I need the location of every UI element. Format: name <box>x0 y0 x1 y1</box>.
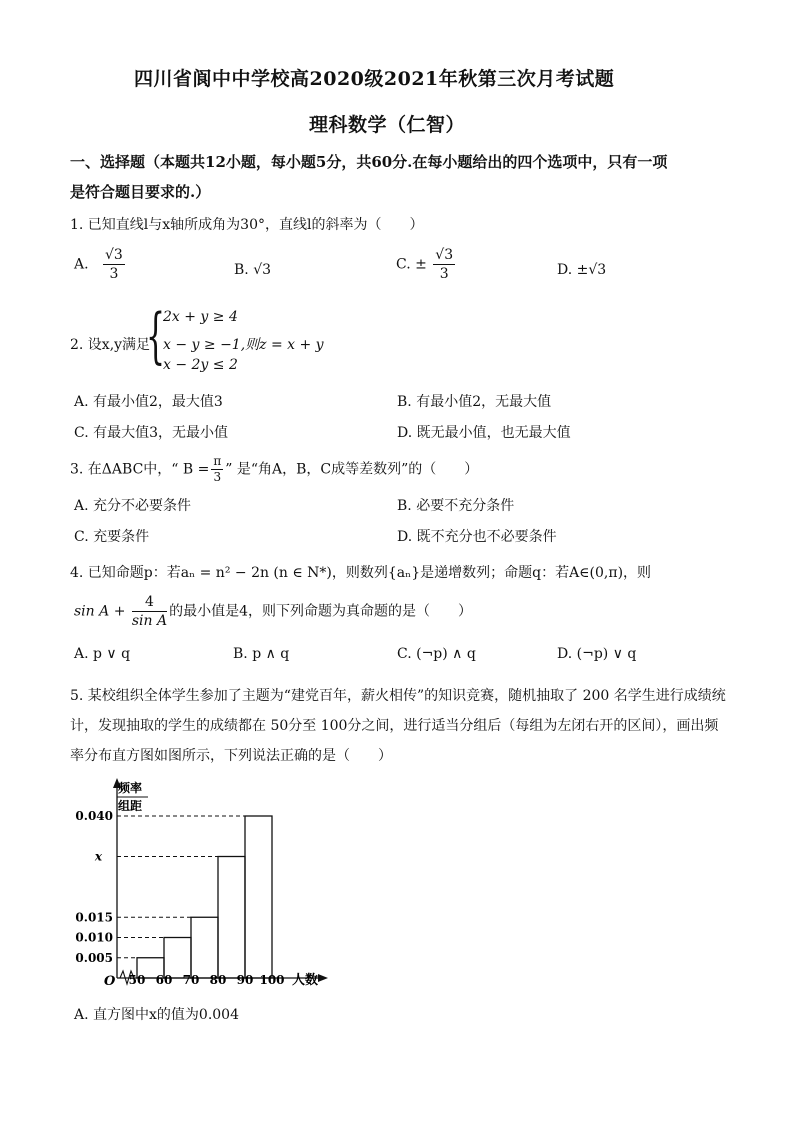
question-2-option-c: C. 有最大值3，无最小值 <box>74 425 229 441</box>
section-heading-line1: 一、选择题（本题共12小题，每小题5分，共60分.在每小题给出的四个选项中，只有一项 <box>70 153 668 171</box>
question-4-option-d: D. (¬p) ∨ q <box>557 646 637 662</box>
question-2-option-a: A. 有最小值2，最大值3 <box>74 394 223 410</box>
question-5-line2: 计，发现抽取的学生的成绩都在 50分至 100分之间，进行适当分组后（每组为左闭右开的区间），画出频 <box>70 718 719 734</box>
x-tick-label: 50 <box>128 973 146 987</box>
histogram-bar <box>218 857 245 979</box>
question-5-option-a: A. 直方图中x的值为0.004 <box>74 1007 239 1023</box>
question-4-line2 <box>74 593 472 630</box>
y-axis-label-top: 频率 <box>118 781 143 795</box>
x-tick-label: 80 <box>209 973 227 987</box>
y-axis-label-bottom: 组距 <box>118 799 143 813</box>
question-2-constraint-2: x − y ≥ −1,则z = x + y <box>163 337 324 353</box>
y-tick-label: 0.015 <box>75 910 113 925</box>
question-5-line3: 率分布直方图如图所示，下列说法正确的是（ ） <box>70 748 392 764</box>
fraction-numerator: π <box>213 454 222 468</box>
question-3-stem-pre: 3. 在ΔABC中，“ B = <box>70 461 210 478</box>
left-brace: { <box>146 301 166 371</box>
question-1-option-b: B. √3 <box>234 262 272 278</box>
fraction <box>103 246 125 283</box>
fraction <box>132 593 167 630</box>
x-tick-label: 60 <box>155 973 173 987</box>
origin-label: O <box>104 974 116 989</box>
fraction <box>211 454 223 485</box>
histogram-bar <box>164 938 191 979</box>
y-tick-label: 0.040 <box>75 809 113 823</box>
x-axis-label: 人数 <box>292 973 319 988</box>
fraction-numerator: √3 <box>105 247 123 263</box>
fraction-denominator: 3 <box>439 266 449 282</box>
question-1-option-a <box>74 246 127 283</box>
question-3-stem-post: ” 是“角A，B，C成等差数列”的（ ） <box>225 461 479 478</box>
frequency-histogram <box>70 772 340 994</box>
question-4-line2-pre: sin A + <box>74 603 126 620</box>
x-tick-label: 70 <box>182 973 200 987</box>
page-title: 四川省阆中中学校高2020级2021年秋第三次月考试题 <box>134 68 615 90</box>
x-tick-label: 100 <box>259 973 285 987</box>
histogram-axes <box>113 778 328 984</box>
x-tick-label: 90 <box>236 973 254 987</box>
option-label: C. ± <box>396 256 427 273</box>
question-3-stem <box>70 454 478 485</box>
question-3-option-a: A. 充分不必要条件 <box>74 498 192 514</box>
question-4-line1: 4. 已知命题p：若aₙ = n² − 2n (n ∈ N*)，则数列{aₙ}是递增数列；命题q：若A∈(0,π)，则 <box>70 565 652 581</box>
question-2-constraint-1: 2x + y ≥ 4 <box>163 309 238 325</box>
question-3-option-b: B. 必要不充分条件 <box>397 498 515 514</box>
section-heading-line2: 是符合题目要求的.） <box>70 183 211 201</box>
question-5-line1: 5. 某校组织全体学生参加了主题为“建党百年，薪火相传”的知识竞赛，随机抽取了 200 名学生进行成绩统 <box>70 688 726 704</box>
y-tick-label: 0.010 <box>75 930 113 945</box>
histogram-bar <box>245 816 272 978</box>
fraction-denominator: 3 <box>109 266 119 282</box>
y-tick-label: x <box>94 849 102 864</box>
page-subtitle: 理科数学（仁智） <box>309 114 466 136</box>
question-2-option-d: D. 既无最小值，也无最大值 <box>397 425 571 441</box>
fraction-denominator: 3 <box>213 470 222 484</box>
fraction-numerator: √3 <box>435 247 454 263</box>
fraction <box>433 246 455 283</box>
question-4-option-b: B. p ∧ q <box>233 646 290 662</box>
question-3-option-d: D. 既不充分也不必要条件 <box>397 529 557 545</box>
question-2-prefix: 2. 设x,y满足 <box>70 337 151 353</box>
question-1-option-c <box>396 246 457 283</box>
question-1-stem: 1. 已知直线l与x轴所成角为30°，直线l的斜率为（ ） <box>70 217 424 233</box>
question-1-option-d: D. ±√3 <box>557 262 607 278</box>
question-4-option-c: C. (¬p) ∧ q <box>397 646 476 662</box>
fraction-numerator: 4 <box>132 593 167 612</box>
question-3-option-c: C. 充要条件 <box>74 529 150 545</box>
question-4-option-a: A. p ∨ q <box>74 646 131 662</box>
option-label: A. <box>74 256 89 273</box>
fraction-denominator: sin A <box>131 613 168 629</box>
question-2-option-b: B. 有最小值2，无最大值 <box>397 394 552 410</box>
question-2-constraint-3: x − 2y ≤ 2 <box>163 357 238 373</box>
question-4-line2-post: 的最小值是4，则下列命题为真命题的是（ ） <box>169 603 473 620</box>
y-tick-label: 0.005 <box>75 950 113 965</box>
histogram-bar <box>191 917 218 978</box>
